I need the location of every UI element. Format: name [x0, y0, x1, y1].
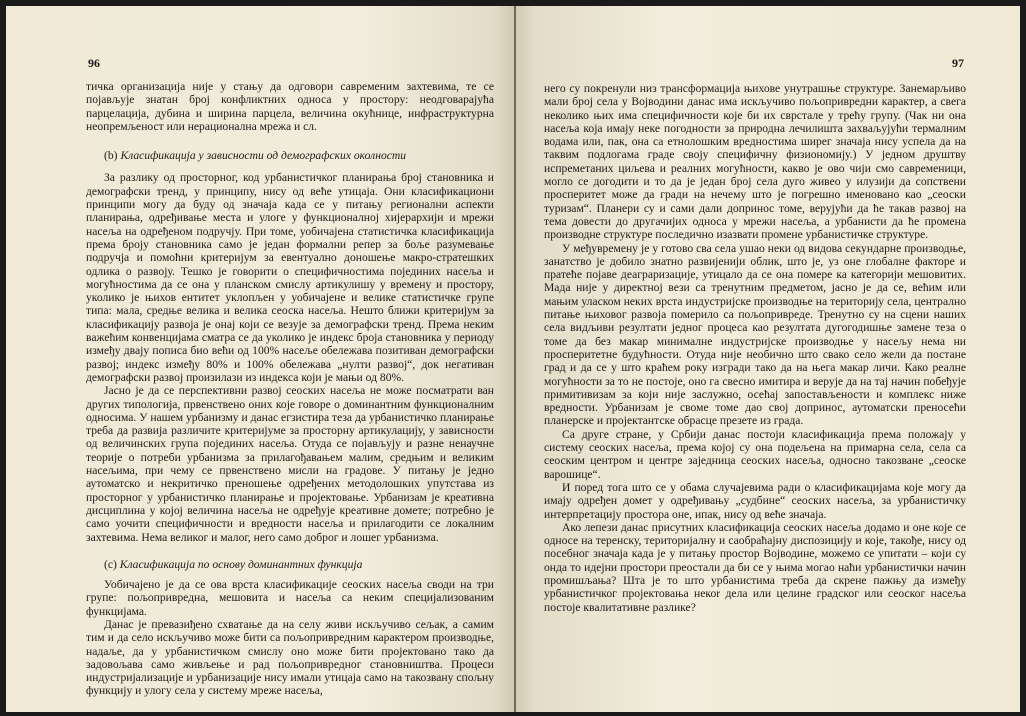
book-spread	[6, 6, 1020, 712]
paragraph: Јасно је да се перспективни развој сеоских насеља не може посматрати ван других типологија, првенствено оних које говоре о доминантним функционалним односима. У нашем урбанизму и данас егзистира теза да урбанистичко планирање треба да развија различите критеријуме за просторну артикулацију, у зависности од величинских група појединих насеља. Отуда се појављују и разне ненаучне теорије о потреби урбанизма за прилагођавањем малим, средњим и великим насељима, при чему се првенствено мисли на градове. У питању је једно аутоматско и некритичко преношење одређених методолошких упутстава из просторног у урбанистичко планирање и пројектовање. Урбанизам је креативна дисциплина у којој величина насеља не одређује креативне домете; потребно је само уочити специфичности и вредности насеља и прилагодити се локалним захтевима. Нема великог и малог, него само доброг и лошег урбанизма.	[86, 384, 494, 544]
section-letter: (b)	[104, 149, 118, 163]
paragraph: И поред тога што се у обама случајевима ради о класификацијама које могу да имају одређен домет у одређивању „судбине“ сеоских насеља, за урбанистичку интерпретацију простора оне, ипак, нису од веће значаја.	[544, 480, 966, 521]
page-number: 97	[952, 56, 964, 70]
paragraph: тичка организација није у стању да одговори савременим захтевима, те се појављује знатан број конфликтних односа у простору: неодговарајућа парцелација, дубина и ширина парцела, величина окућнице, инфраструктурна неопремљеност или нерационална мрежа и сл.	[86, 80, 494, 133]
paragraph: Са друге стране, у Србији данас постоји класификација према положају у систему сеоских насеља, према којој су она подељена на примарна села, села са сеоским центром и центре заједница сеоских насеља, односно такозване „сеоске варошице“.	[544, 427, 966, 481]
section-title: Класификација у зависности од демографских околности	[120, 149, 407, 163]
section-heading	[86, 558, 494, 571]
paragraph: Ако лепези данас присутних класификација сеоских насеља додамо и оне које се односе на теренску, територијалну и саобраћајну диспозицију и које, такође, нису од посебног значаја када је у питању простор Војводине, можемо се упитати – који су онда то идејни простори преостали да би се у њима могао наћи урбанистички начин промишљања? Шта је то што урбанистима треба да скрене пажњу да између урбанистичког пројектовања некоr дела или целине градског или сеоског насеља постоје квалитативне разлике?	[544, 520, 966, 614]
book-gutter	[514, 6, 516, 712]
section-title: Класификација по основу доминантних функција	[119, 557, 363, 571]
section-letter: (c)	[104, 557, 117, 571]
paragraph: него су покренули низ трансформација њихове унутрашње структуре. Занемарљиво мали број села у Војводини данас има искључиво пољопривредни карактер, а свега неколико њих има специфичности које би их сврстале у трећу групу. (Чак ни она насеља која имају неке погодности за природна лечилишта захваљујући термалним водама или, пак, она са етнолошким вредностима ширег значаја нису успела да на таквим подлогама граде своју специфичну физиономију.) У једном друштву испреметаних циљева и реалних могућности, какво је ово чији смо савременици, могло се догодити и то да је један број села дуго живео у илузији да сопствени просперитет може да гради на нечему што је погрешно именовано као „сеоски туризам“. Планери су и сами дали допринос томе, верујући да ће такав развој на тема довести до другачијих односа у мрежи насеља, а урбанисти да ће промена производне структуре последично изазвати промене урбанистичке структуре.	[544, 82, 966, 242]
paragraph: У међувремену је у готово сва села ушао неки од видова секундарне производње, занатство је добило знатно развијенији облик, што је, уз оне глобалне факторе и пратеће појаве деаграризације, утицало да се она помере ка категорији мешовитих. Мада није у директној вези са тренутним предметом, јасно је да се, већим или мањим уласком неких врста индустријске производње на територију села, централно питање њиховог развоја померило са пољопривреде. Тренутно су на сцени наших села видљиви резултати једног процеса као резултата дугогодишње замене теза о томе да без макар минималне индустријске производње у насељу нема ни просперитетне будућности. Отуда није необично што свако село жели да постане град и да се у што краћем року изгради тако да на њега макар личи. Како реалне могућности за то не постоје, оно га свесно имитира и верује да на тај начин побеђује примитивизам за који није заслужно, осећај запостављености и комплекс ниже вредности. Урбанизам је своме томе дао свој допринос, аутоматски преносећи планерске и пројектантске обрасце презете из града.	[544, 241, 966, 428]
paragraph: За разлику од просторног, код урбанистичког планирања број становника и демографски тренд, у принципу, нису од веће утицаја. Они класификациони принципи могу да буду од значаја када се у питању регионални аспекти планирања, одређивање места и улоге у функционалној хијерархији и мрежи насеља на одређеном подручју. При томе, уобичајена статистичка класификација према броју становника само је један формални репер за боље разумевање подручја и помоћни критеријум за евентуално доношење макро-стратешких одлика о развоју. Тешко је говорити о специфичностима појединих насеља и могућностима да се она у планском смислу артикулишу у времену и простору, уколико је њихов ентитет уклопљен у уобичајене и велике статистичке групе типа: мала, средње велика и велика сеоска насеља. Нешто ближи критеријум за класификацију развоја је онај који се везује за демографски тренд. Према неким важећим конвенцијама сматра се да уколико је индекс броја становника у периоду између двају пописа био већи од 100% насеље обележава позитиван демографски развој; индекс између 80% и 100% обележава „нулти развој“, док негативан демографски развој произилази из индекса који је мањи од 80%.	[86, 171, 494, 384]
page-number: 96	[88, 56, 100, 70]
paragraph: Уобичајено је да се ова врста класификације сеоских насеља своди на три групе: пољопривредна, мешовита и насеља са неким специјализованим функцијама.	[86, 578, 494, 618]
left-page	[6, 6, 514, 712]
right-page	[514, 6, 1020, 712]
paragraph: Данас је превазиђено схватање да на селу живи искључиво сељак, а самим тим и да село искључиво може бити са пољопривредним карактером производње, надаље, да у урбанистичком смислу оно може бити пројектовано тако да задовољава само живљење и рад пољопривредног становништва. Процеси индустријализације и урбанизације нису имали утицаја само на такозвану спољну функцију и улогу села у систему мреже насеља,	[86, 617, 494, 698]
section-heading	[86, 149, 494, 162]
